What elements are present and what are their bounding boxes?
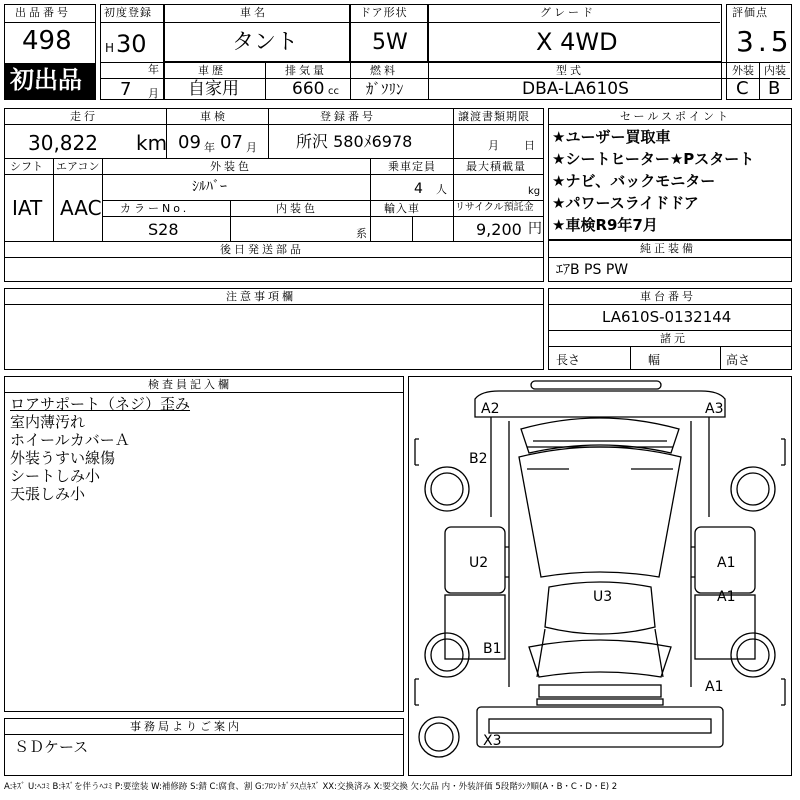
dims-height: 高さ	[726, 353, 751, 367]
score: 3.5	[736, 25, 793, 58]
car-outline-svg	[409, 377, 791, 775]
inspector-line: 外装うすい線傷	[10, 449, 116, 467]
ac: AAC	[60, 196, 102, 220]
first-listing-label: 初出品	[10, 66, 82, 94]
sales-point: ★パワースライドドア	[552, 194, 699, 212]
sales-point: ★シートヒーター★Pスタート	[552, 150, 755, 168]
registration-number: 所沢 580ﾒ6978	[296, 132, 413, 151]
fuel: ｶﾞｿﾘﾝ	[366, 80, 404, 98]
era: H	[105, 41, 115, 55]
dims-label: 諸元	[660, 332, 688, 345]
office-note: ＳＤケース	[14, 738, 89, 756]
import-label: 輸入車	[384, 202, 420, 215]
history: 自家用	[188, 79, 239, 99]
shift: IAT	[12, 196, 43, 220]
shift-label: シフト	[10, 160, 43, 173]
car-diagram	[408, 376, 792, 776]
ext-color: ｼﾙﾊﾞｰ	[192, 179, 227, 195]
inspector-line: ロアサポート（ネジ）歪み	[10, 395, 191, 413]
interior-label: 内装	[764, 64, 786, 77]
inspector-line: 天張しみ小	[10, 485, 86, 503]
lot-number: 498	[22, 26, 72, 56]
chassis-label: 車台番号	[640, 290, 696, 303]
ext-color-label: 外装色	[210, 160, 252, 173]
recycle-fee: 9,200	[476, 220, 522, 239]
transfer-day: 日	[524, 139, 535, 152]
dims-length: 長さ	[556, 353, 581, 367]
sales-point: ★ナビ、バックモニター	[552, 172, 716, 190]
registration-label: 登録番号	[320, 110, 376, 123]
notes-label: 注意事項欄	[226, 290, 296, 303]
int-color-suffix: 系	[356, 227, 367, 240]
damage-mark: U3	[593, 589, 613, 605]
model-label: 型式	[556, 64, 584, 77]
damage-mark: A1	[717, 555, 736, 571]
first-registration-month: 7	[120, 79, 132, 100]
ac-label: エアコン	[56, 160, 100, 173]
color-number-label: カラーNo.	[120, 202, 190, 215]
damage-mark: B2	[469, 451, 488, 467]
score-label: 評価点	[732, 6, 768, 19]
chassis-number: LA610S-0132144	[602, 308, 732, 326]
interior-grade: B	[768, 78, 781, 99]
equipment: ｴｱB PS PW	[556, 262, 629, 278]
year-unit: 年	[148, 63, 159, 76]
capacity-label: 乗車定員	[388, 160, 436, 173]
damage-mark: U2	[469, 555, 489, 571]
sales-point: ★ユーザー買取車	[552, 128, 671, 146]
transfer-docs-label: 譲渡書類期限	[458, 110, 530, 123]
displacement: 660	[292, 79, 325, 99]
mileage-label: 走行	[70, 110, 98, 123]
car-name: タント	[232, 30, 299, 55]
inspection-month-unit: 月	[246, 141, 257, 154]
grade-label: グレード	[540, 6, 596, 19]
damage-mark: A2	[481, 401, 500, 417]
first-registration-label: 初度登録	[104, 6, 152, 19]
damage-mark: X3	[483, 733, 502, 749]
first-registration-year: 30	[116, 30, 147, 58]
displacement-unit: cc	[328, 86, 339, 97]
color-number: S28	[148, 220, 179, 239]
damage-mark: A3	[705, 401, 724, 417]
transfer-month: 月	[488, 139, 499, 152]
inspection-label: 車検	[200, 110, 228, 123]
capacity: 4	[414, 181, 423, 197]
later-parts-label: 後日発送部品	[220, 243, 304, 256]
capacity-unit: 人	[436, 183, 447, 196]
exterior-grade: C	[736, 78, 749, 99]
office-label: 事務局よりご案内	[130, 720, 242, 733]
max-load-label: 最大積載量	[466, 160, 526, 173]
inspection-month: 07	[220, 132, 243, 153]
damage-mark: B1	[483, 641, 502, 657]
door-label: ドア形状	[360, 6, 408, 19]
model: DBA-LA610S	[522, 79, 629, 99]
damage-mark: A1	[717, 589, 736, 605]
lot-number-label: 出品番号	[15, 6, 71, 19]
fuel-label: 燃料	[370, 64, 398, 77]
exterior-label: 外装	[732, 64, 754, 77]
legend: A:ｷｽﾞ U:ﾍｺﾐ B:ｷｽﾞを伴うﾍｺﾐ P:要塗装 W:補修跡 S:錆 C:腐食、割 G:ﾌﾛﾝﾄｶﾞﾗｽ点ｷｽﾞ XX:交換済み X:要交換 欠:欠品 内・外装評価 5段階ﾗﾝｸ順(A・B・C・D・E) 2	[4, 782, 618, 792]
inspection-year: 09	[178, 132, 201, 153]
int-color-label: 内装色	[276, 202, 318, 215]
inspector-label: 検査員記入欄	[148, 378, 232, 391]
recycle-unit: 円	[528, 221, 542, 237]
inspector-line: シートしみ小	[10, 467, 101, 485]
car-name-label: 車名	[240, 6, 268, 19]
max-load-unit: kg	[528, 186, 541, 197]
month-unit: 月	[148, 87, 159, 100]
mileage: 30,822	[28, 131, 98, 155]
sales-point: ★車検R9年7月	[552, 216, 658, 234]
recycle-label: リサイクル預託金	[455, 202, 534, 213]
dims-width: 幅	[648, 353, 661, 367]
inspection-year-unit: 年	[204, 141, 215, 154]
mileage-unit: km	[136, 131, 168, 155]
history-label: 車歴	[198, 64, 226, 77]
inspector-line: ホイールカバーＡ	[10, 431, 130, 449]
sales-points-label: セールスポイント	[620, 110, 732, 123]
displacement-label: 排気量	[285, 64, 327, 77]
damage-mark: A1	[705, 679, 724, 695]
door-type: 5W	[372, 30, 408, 55]
grade: X 4WD	[536, 28, 618, 56]
inspector-line: 室内薄汚れ	[10, 413, 86, 431]
equipment-label: 純正装備	[640, 242, 696, 255]
